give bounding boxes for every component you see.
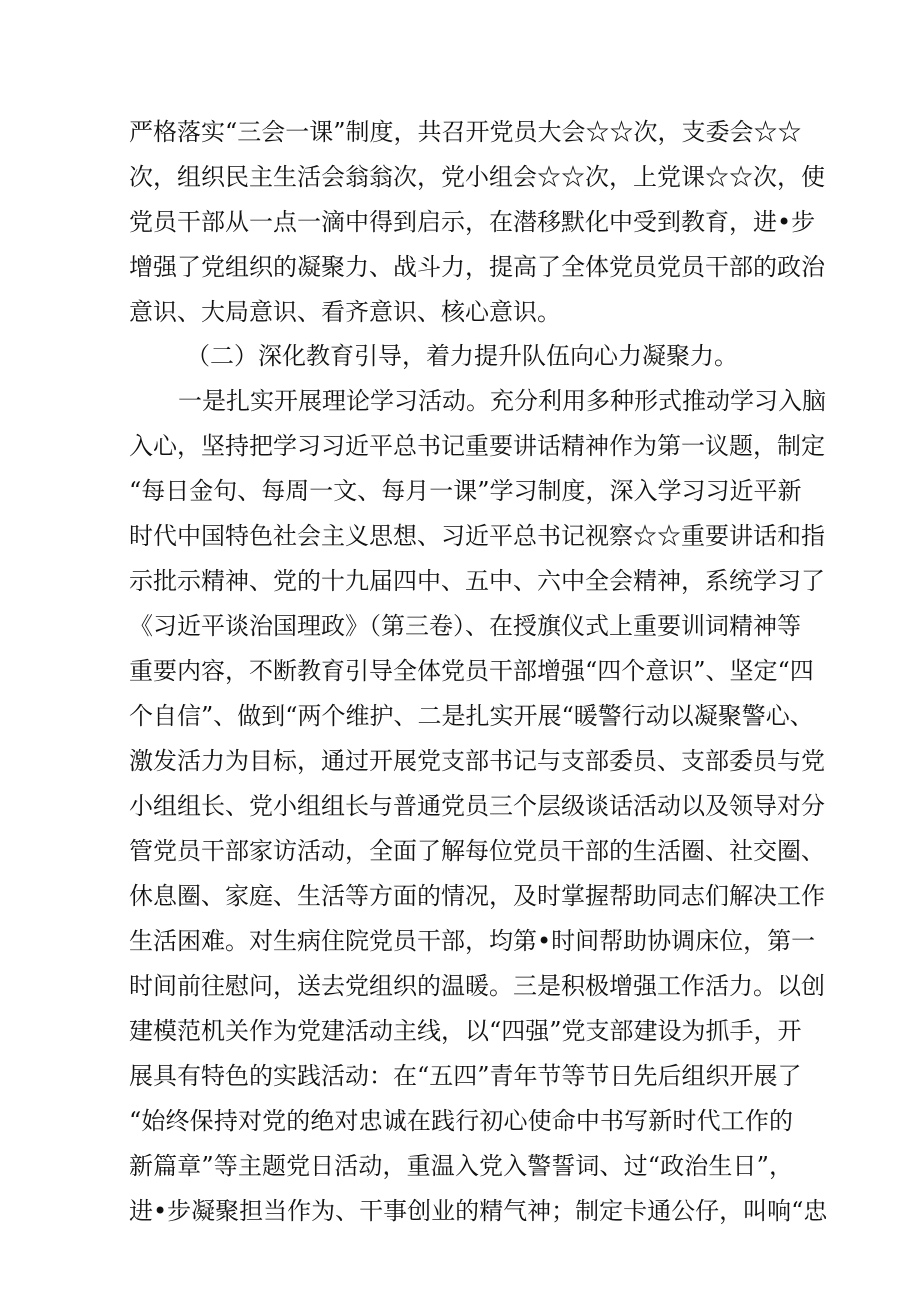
paragraph-line: 严格落实“三会一课”制度，共召开党员大会☆☆次，支委会☆☆ (129, 118, 802, 146)
paragraph-line: 重要内容，不断教育引导全体党员干部增强“四个意识”、坚定“四 (129, 657, 814, 685)
paragraph-line: 新篇章”等主题党日活动，重温入党入警誓词、过“政治生日”， (129, 1152, 793, 1180)
paragraph-line: 进•步凝聚担当作为、干事创业的精气神；制定卡通公仔，叫响“忠 (129, 1197, 828, 1225)
paragraph-line: “始终保持对党的绝对忠诚在践行初心使命中书写新时代工作的 (129, 1107, 793, 1135)
paragraph-line: 《习近平谈治国理政》（第三卷）、在授旗仪式上重要训词精神等 (129, 612, 801, 640)
paragraph-line: 建模范机关作为党建活动主线，以“四强”党支部建设为抓手，开 (129, 1017, 802, 1045)
section-heading: （二）深化教育引导，着力提升队伍向心力凝聚力。 (186, 342, 738, 370)
paragraph-line: 一是扎实开展理论学习活动。充分利用多种形式推动学习入脑 (178, 387, 826, 415)
paragraph-line: 个自信”、做到“两个维护、二是扎实开展“暖警行动以凝聚警心、 (129, 702, 814, 730)
paragraph-line: 意识、大局意识、看齐意识、核心意识。 (129, 298, 561, 326)
paragraph-line: 管党员干部家访活动，全面了解每位党员干部的生活圈、社交圈、 (129, 837, 825, 865)
paragraph-line: 时代中国特色社会主义思想、习近平总书记视察☆☆重要讲话和指 (129, 522, 825, 550)
paragraph-line: 增强了党组织的凝聚力、战斗力，提高了全体党员党员干部的政治 (129, 253, 825, 281)
paragraph-line: 示批示精神、党的十九届四中、五中、六中全会精神，系统学习了 (129, 567, 825, 595)
paragraph-line: 入心，坚持把学习习近平总书记重要讲话精神作为第一议题，制定 (129, 432, 825, 460)
paragraph-line: 休息圈、家庭、生活等方面的情况，及时掌握帮助同志们解决工作 (129, 882, 825, 910)
paragraph-line: 时间前往慰问，送去党组织的温暖。三是积极增强工作活力。以创 (129, 972, 825, 1000)
paragraph-line: 次，组织民主生活会翁翁次，党小组会☆☆次，上党课☆☆次，使 (129, 163, 825, 191)
paragraph-line: 激发活力为目标，通过开展党支部书记与支部委员、支部委员与党 (129, 747, 825, 775)
paragraph-line: 展具有特色的实践活动：在“五四”青年节等节日先后组织开展了 (129, 1062, 802, 1090)
paragraph-line: 生活困难。对生病住院党员干部，均第•时间帮助协调床位，第一 (129, 927, 816, 955)
paragraph-line: “每日金句、每周一文、每月一课”学习制度，深入学习习近平新 (129, 477, 802, 505)
paragraph-line: 小组组长、党小组组长与普通党员三个层级谈话活动以及领导对分 (129, 792, 825, 820)
paragraph-line: 党员干部从一点一滴中得到启示，在潜移默化中受到教育，进•步 (129, 208, 816, 236)
